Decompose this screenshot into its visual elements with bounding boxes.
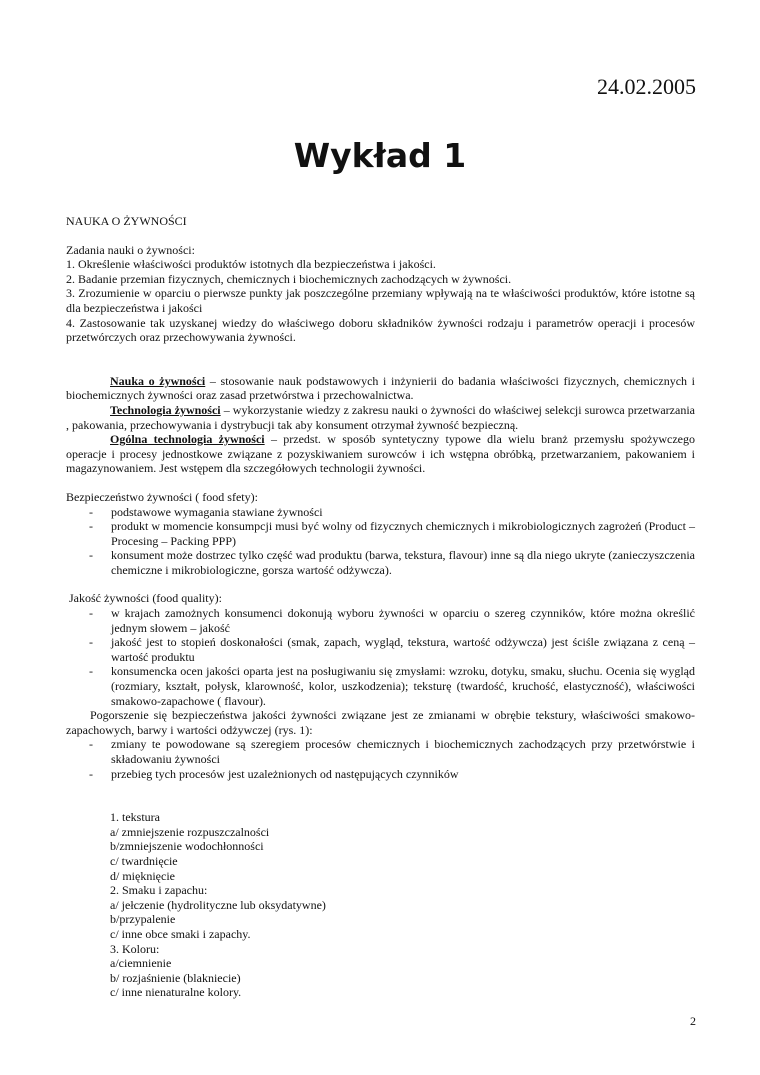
definition-paragraph	[66, 374, 695, 403]
list-item: a/ zmniejszenie rozpuszczalności	[110, 824, 270, 839]
list-item: c/ twardnięcie	[110, 853, 178, 868]
quality-list	[66, 606, 695, 708]
list-item: - jakość jest to stopień doskonałości (smak, zapach, wygląd, tekstura, wartość odżywcza) jest ściśle związana z ceną – wartość produktu	[111, 635, 695, 664]
list-item: a/ jełczenie (hydrolityczne lub oksydatywne)	[110, 897, 326, 912]
quality-heading: Jakość żywności (food quality):	[66, 591, 222, 606]
task-item: 1. Określenie właściwości produktów istotnych dla bezpieczeństwa i jakości.	[66, 257, 436, 272]
definition-paragraph	[66, 403, 695, 432]
definition-paragraph	[66, 432, 695, 476]
list-item: d/ mięknięcie	[110, 868, 175, 883]
list-item: - produkt w momencie konsumpcji musi być wolny od fizycznych chemicznych i mikrobiologicznych zagrożeń (Product – Procesing – Packing PPP)	[111, 519, 695, 548]
factors-list	[66, 810, 695, 1000]
list-item: b/ rozjaśnienie (blakniecie)	[110, 970, 241, 985]
definition-term: Ogólna technologia żywności	[110, 432, 265, 447]
list-item: - przebieg tych procesów jest uzależnionych od następujących czynników	[111, 767, 695, 782]
task-item: 2. Badanie przemian fizycznych, chemicznych i biochemicznych zachodzących w żywności.	[66, 271, 512, 286]
definition-term: Technologia żywności	[110, 402, 221, 417]
list-item: a/ciemnienie	[110, 956, 172, 971]
safety-list	[66, 505, 695, 578]
document-date: 24.02.2005	[597, 74, 696, 99]
deterioration-paragraph: Pogorszenie się bezpieczeństwa jakości żywności związane jest ze zmianami w obrębie tekstury, właściwości smakowo-zapachowych, barwy i wartości odżywczej (rys. 1):	[66, 708, 695, 737]
list-item: b/zmniejszenie wodochłonności	[110, 839, 264, 854]
list-item: 3. Koloru:	[110, 941, 160, 956]
list-item: - konsumencka ocen jakości oparta jest na posługiwaniu się zmysłami: wzroku, dotyku, smaku, słuchu. Ocenia się wygląd (rozmiary, kształt, połysk, klarowność, kolor, uszkodzenia); teksturę (twardość, kruchość, elastyczność), właściwości smakowo-zapachowe ( flavour).	[111, 664, 695, 708]
task-item: 3. Zrozumienie w oparciu o pierwsze punkty jak poszczególne przemiany wpływają na te właściwości produktów, które istotne są dla bezpieczeństwa i jakości	[66, 286, 695, 315]
page-number: 2	[690, 1014, 696, 1028]
list-item: c/ inne nienaturalne kolory.	[110, 985, 242, 1000]
list-item: - w krajach zamożnych konsumenci dokonują wyboru żywności w oparciu o szereg czynników, które można określić jednym słowem – jakość	[111, 606, 695, 635]
list-item: - podstawowe wymagania stawiane żywności	[111, 505, 695, 520]
definition-text: – stosowanie nauk podstawowych i inżynierii do badania właściwości fizycznych, chemicznych i biochemicznych żywności oraz zasad przetwórstwa i przechowalnictwa.	[66, 373, 695, 403]
task-item: 4. Zastosowanie tak uzyskanej wiedzy do właściwego doboru składników żywności rodzaju i parametrów operacji i procesów przetwórczych oraz przechowywania żywności.	[66, 315, 695, 345]
deterioration-list	[66, 737, 695, 781]
list-item: b/przypalenie	[110, 912, 176, 927]
definition-text: – przedst. w sposób syntetyczny typowe dla wielu branż przemysłu spożywczego operacje i procesy jednostkowe związane z pozyskiwaniem surowców i ich wstępna obróbką, przetwarzaniem, pakowaniem i magazynowaniem. Jest wstępem dla szczegółowych technologii żywności.	[66, 432, 695, 476]
list-item: c/ inne obce smaki i zapachy.	[110, 926, 251, 941]
list-item: - konsument może dostrzec tylko część wad produktu (barwa, tekstura, flavour) inne są dla niego ukryte (zanieczyszczenia chemiczne i mikrobiologiczne, gorsza wartość odżywcza).	[111, 548, 695, 577]
tasks-intro: Zadania nauki o żywności:	[66, 242, 195, 257]
definition-text: – wykorzystanie wiedzy z zakresu nauki o żywności do właściwej selekcji surowca przetwarzania , pakowania, przechowywania i dystrybucji tak aby konsument otrzymał żywność bezpieczną.	[66, 402, 695, 432]
definition-term: Nauka o żywności	[110, 373, 206, 388]
document-body	[66, 214, 695, 1000]
list-item: 2. Smaku i zapachu:	[110, 883, 208, 898]
safety-heading: Bezpieczeństwo żywności ( food sfety):	[66, 489, 258, 504]
list-item: 1. tekstura	[110, 810, 160, 825]
page-title: Wykład 1	[293, 136, 467, 175]
section-heading: NAUKA O ŻYWNOŚCI	[66, 214, 187, 228]
list-item: - zmiany te powodowane są szeregiem procesów chemicznych i biochemicznych zachodzących przy przetwórstwie i składowaniu żywności	[111, 737, 695, 766]
